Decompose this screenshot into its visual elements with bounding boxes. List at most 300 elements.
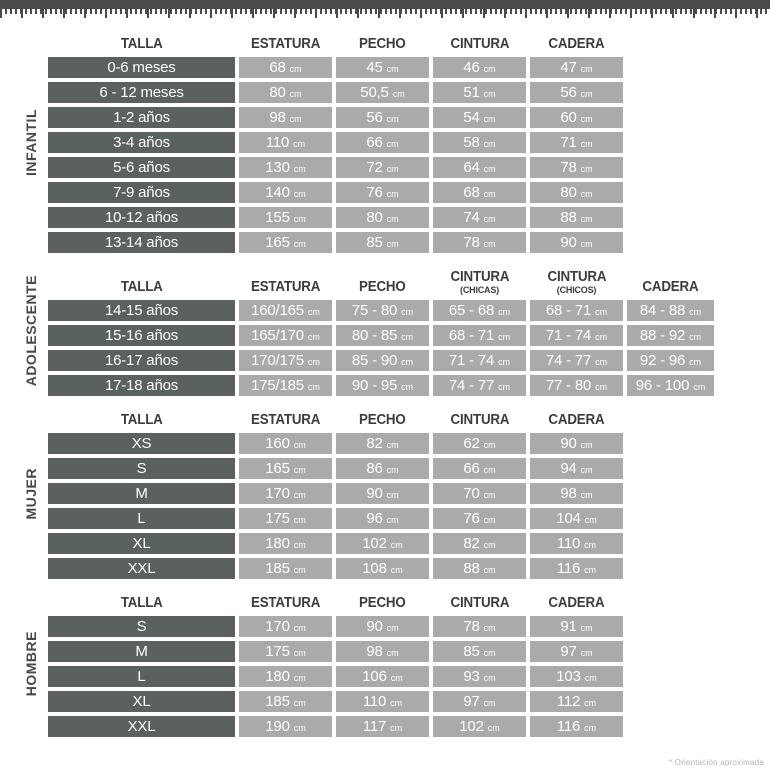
cell-value: 90 — [560, 234, 577, 251]
cell-value: 98 — [366, 643, 383, 660]
value-cell — [336, 508, 429, 529]
column-header — [627, 265, 714, 295]
cell-value: 82 — [366, 435, 383, 452]
unit-label: cm — [580, 490, 593, 500]
cell-value: 90 - 95 — [351, 377, 398, 394]
cell-value: 130 — [265, 159, 290, 176]
unit-label: cm — [293, 698, 306, 708]
unit-label: cm — [390, 698, 403, 708]
size-section-adolescente — [23, 265, 760, 396]
table-row — [48, 533, 760, 554]
column-header — [433, 265, 526, 295]
section-label-wrap — [21, 32, 41, 253]
cell-value: 90 — [560, 435, 577, 452]
value-cell — [627, 300, 714, 321]
unit-label: cm — [580, 440, 593, 450]
value-cell — [336, 375, 429, 396]
cell-value: 155 — [265, 209, 290, 226]
cell-value: 110 — [556, 535, 581, 552]
value-cell — [239, 107, 332, 128]
value-cell — [336, 300, 429, 321]
unit-label: cm — [293, 465, 306, 475]
cell-value: 3-4 años — [113, 134, 170, 151]
unit-label: cm — [580, 623, 593, 633]
value-cell — [239, 57, 332, 78]
value-cell — [336, 82, 429, 103]
cell-value: 76 — [366, 184, 383, 201]
cell-value: 14-15 años — [104, 302, 179, 319]
value-cell — [336, 716, 429, 737]
unit-label: cm — [483, 648, 496, 658]
unit-label: cm — [386, 515, 399, 525]
value-cell — [239, 691, 332, 712]
table-row — [48, 641, 760, 662]
cell-value: 88 — [560, 209, 577, 226]
talla-cell — [48, 207, 235, 228]
column-header — [48, 591, 235, 611]
cell-value: S — [136, 618, 147, 635]
talla-cell — [48, 641, 235, 662]
cell-value: 160 — [265, 435, 290, 452]
cell-value: 71 - 74 — [545, 327, 592, 344]
cell-value: 170 — [265, 485, 290, 502]
value-cell — [336, 182, 429, 203]
value-cell — [239, 300, 332, 321]
value-cell — [530, 57, 623, 78]
cell-value: M — [135, 643, 148, 660]
unit-label: cm — [386, 164, 399, 174]
unit-label: cm — [483, 465, 496, 475]
unit-label: cm — [580, 239, 593, 249]
cell-value: 85 — [463, 643, 480, 660]
unit-label: cm — [386, 239, 399, 249]
cell-value: 90 — [366, 485, 383, 502]
cell-value: 110 — [265, 134, 290, 151]
cell-value: 102 — [362, 535, 387, 552]
column-header-label: TALLA — [120, 595, 163, 611]
cell-value: 54 — [463, 109, 480, 126]
section-label-wrap — [21, 408, 41, 579]
table-row — [48, 691, 760, 712]
value-cell — [530, 558, 623, 579]
value-cell — [336, 666, 429, 687]
unit-label: cm — [595, 332, 608, 342]
cell-value: 77 - 80 — [545, 377, 592, 394]
cell-value: 56 — [366, 109, 383, 126]
unit-label: cm — [401, 357, 414, 367]
talla-cell — [48, 458, 235, 479]
size-section-mujer — [23, 408, 760, 579]
unit-label: cm — [580, 189, 593, 199]
value-cell — [433, 666, 526, 687]
talla-cell — [48, 666, 235, 687]
cell-value: 190 — [265, 718, 290, 735]
cell-value: 15-16 años — [104, 327, 179, 344]
value-cell — [530, 232, 623, 253]
cell-value: 68 - 71 — [448, 327, 495, 344]
header-row — [48, 591, 760, 611]
unit-label: cm — [693, 382, 706, 392]
value-cell — [627, 375, 714, 396]
cell-value: 70 — [463, 485, 480, 502]
cell-value: 68 — [269, 59, 286, 76]
value-cell — [433, 508, 526, 529]
unit-label: cm — [390, 723, 403, 733]
value-cell — [336, 483, 429, 504]
value-cell — [433, 433, 526, 454]
cell-value: 117 — [362, 718, 387, 735]
unit-label: cm — [580, 89, 593, 99]
cell-value: 78 — [463, 234, 480, 251]
unit-label: cm — [689, 307, 702, 317]
cell-value: L — [137, 668, 146, 685]
value-cell — [530, 325, 623, 346]
section-label-wrap — [21, 265, 41, 396]
cell-value: 78 — [463, 618, 480, 635]
cell-value: 45 — [366, 59, 383, 76]
column-header-label: PECHO — [359, 279, 406, 295]
unit-label: cm — [293, 189, 306, 199]
column-header — [239, 265, 332, 295]
cell-value: 74 - 77 — [448, 377, 495, 394]
value-cell — [530, 433, 623, 454]
value-cell — [627, 325, 714, 346]
unit-label: cm — [386, 214, 399, 224]
value-cell — [336, 350, 429, 371]
cell-value: 5-6 años — [113, 159, 170, 176]
cell-value: 180 — [265, 668, 290, 685]
cell-value: S — [136, 460, 147, 477]
talla-cell — [48, 433, 235, 454]
unit-label: cm — [293, 214, 306, 224]
unit-label: cm — [483, 139, 496, 149]
value-cell — [530, 300, 623, 321]
value-cell — [336, 533, 429, 554]
value-cell — [336, 325, 429, 346]
unit-label: cm — [584, 723, 597, 733]
unit-label: cm — [401, 382, 414, 392]
unit-label: cm — [401, 332, 414, 342]
cell-value: 103 — [556, 668, 581, 685]
talla-cell — [48, 300, 235, 321]
value-cell — [239, 207, 332, 228]
value-cell — [433, 232, 526, 253]
cell-value: 64 — [463, 159, 480, 176]
column-header-label: TALLA — [120, 279, 163, 295]
column-header-label: ESTATURA — [250, 595, 321, 611]
cell-value: 88 — [463, 560, 480, 577]
column-header — [530, 265, 623, 295]
cell-value: 96 — [366, 510, 383, 527]
cell-value: 82 — [463, 535, 480, 552]
unit-label: cm — [307, 307, 320, 317]
unit-label: cm — [483, 114, 496, 124]
table-row — [48, 508, 760, 529]
unit-label: cm — [584, 515, 597, 525]
value-cell — [336, 57, 429, 78]
table-row — [48, 458, 760, 479]
value-cell — [336, 458, 429, 479]
cell-value: 160/165 — [251, 302, 304, 319]
cell-value: 97 — [463, 693, 480, 710]
unit-label: cm — [689, 332, 702, 342]
unit-label: cm — [307, 357, 320, 367]
unit-label: cm — [390, 540, 403, 550]
talla-cell — [48, 57, 235, 78]
value-cell — [433, 375, 526, 396]
cell-value: 175 — [265, 510, 290, 527]
value-cell — [336, 433, 429, 454]
header-row — [48, 265, 760, 295]
cell-value: 165 — [265, 460, 290, 477]
talla-cell — [48, 716, 235, 737]
table-row — [48, 616, 760, 637]
value-cell — [530, 641, 623, 662]
column-header — [48, 32, 235, 52]
unit-label: cm — [293, 239, 306, 249]
talla-cell — [48, 157, 235, 178]
unit-label: cm — [386, 64, 399, 74]
column-header-label: CINTURA — [547, 269, 606, 285]
unit-label: cm — [386, 648, 399, 658]
unit-label: cm — [386, 465, 399, 475]
unit-label: cm — [386, 139, 399, 149]
value-cell — [433, 641, 526, 662]
unit-label: cm — [483, 64, 496, 74]
value-cell — [433, 300, 526, 321]
cell-value: 91 — [560, 618, 577, 635]
section-label: HOMBRE — [23, 631, 39, 697]
unit-label: cm — [386, 623, 399, 633]
value-cell — [336, 207, 429, 228]
cell-value: 116 — [556, 560, 581, 577]
unit-label: cm — [293, 673, 306, 683]
unit-label: cm — [483, 189, 496, 199]
unit-label: cm — [307, 332, 320, 342]
value-cell — [433, 182, 526, 203]
cell-value: 165/170 — [251, 327, 304, 344]
cell-value: 65 - 68 — [448, 302, 495, 319]
cell-value: 80 — [269, 84, 286, 101]
section-label-wrap — [21, 591, 41, 737]
talla-cell — [48, 375, 235, 396]
cell-value: 170/175 — [251, 352, 304, 369]
unit-label: cm — [483, 565, 496, 575]
value-cell — [239, 132, 332, 153]
unit-label: cm — [289, 64, 302, 74]
cell-value: 10-12 años — [104, 209, 179, 226]
value-cell — [433, 616, 526, 637]
column-header-label: TALLA — [120, 412, 163, 428]
table-row — [48, 716, 760, 737]
section-label: MUJER — [23, 467, 39, 520]
unit-label: cm — [584, 540, 597, 550]
cell-value: 102 — [459, 718, 484, 735]
value-cell — [336, 157, 429, 178]
value-cell — [433, 207, 526, 228]
cell-value: 98 — [269, 109, 286, 126]
column-header — [433, 408, 526, 428]
cell-value: 98 — [560, 485, 577, 502]
cell-value: M — [135, 485, 148, 502]
column-header — [239, 591, 332, 611]
table-row — [48, 350, 760, 371]
unit-label: cm — [289, 114, 302, 124]
measuring-tape-ruler — [0, 0, 770, 20]
cell-value: 80 — [560, 184, 577, 201]
unit-label: cm — [498, 382, 511, 392]
cell-value: 86 — [366, 460, 383, 477]
value-cell — [239, 616, 332, 637]
cell-value: 0-6 meses — [107, 59, 176, 76]
unit-label: cm — [580, 64, 593, 74]
unit-label: cm — [580, 214, 593, 224]
column-header — [336, 32, 429, 52]
value-cell — [433, 458, 526, 479]
talla-cell — [48, 232, 235, 253]
header-row — [48, 408, 760, 428]
column-header — [433, 32, 526, 52]
value-cell — [239, 157, 332, 178]
value-cell — [433, 350, 526, 371]
value-cell — [239, 716, 332, 737]
talla-cell — [48, 350, 235, 371]
column-header — [239, 32, 332, 52]
unit-label: cm — [483, 540, 496, 550]
value-cell — [336, 616, 429, 637]
column-header-label: TALLA — [120, 36, 163, 52]
column-header-label: CINTURA — [450, 269, 509, 285]
table-row — [48, 132, 760, 153]
unit-label: cm — [293, 565, 306, 575]
value-cell — [239, 350, 332, 371]
cell-value: 116 — [556, 718, 581, 735]
table-rows — [48, 57, 760, 253]
column-header — [239, 408, 332, 428]
cell-value: 112 — [556, 693, 581, 710]
value-cell — [239, 508, 332, 529]
cell-value: 88 - 92 — [639, 327, 686, 344]
size-section-infantil — [23, 32, 760, 253]
cell-value: 6 - 12 meses — [99, 84, 184, 101]
cell-value: XXL — [127, 718, 156, 735]
unit-label: cm — [386, 490, 399, 500]
table-rows — [48, 616, 760, 737]
column-header — [48, 408, 235, 428]
unit-label: cm — [390, 565, 403, 575]
unit-label: cm — [580, 648, 593, 658]
table-row — [48, 157, 760, 178]
value-cell — [239, 458, 332, 479]
cell-value: 92 - 96 — [639, 352, 686, 369]
value-cell — [336, 132, 429, 153]
value-cell — [433, 107, 526, 128]
unit-label: cm — [483, 239, 496, 249]
cell-value: 72 — [366, 159, 383, 176]
unit-label: cm — [293, 540, 306, 550]
header-row — [48, 32, 760, 52]
column-header-label: CADERA — [548, 36, 605, 52]
column-header — [530, 408, 623, 428]
talla-cell — [48, 558, 235, 579]
unit-label: cm — [584, 673, 597, 683]
column-header — [433, 591, 526, 611]
unit-label: cm — [293, 440, 306, 450]
value-cell — [530, 533, 623, 554]
unit-label: cm — [595, 382, 608, 392]
value-cell — [433, 691, 526, 712]
unit-label: cm — [307, 382, 320, 392]
cell-value: 76 — [463, 510, 480, 527]
cell-value: 1-2 años — [113, 109, 170, 126]
value-cell — [239, 483, 332, 504]
cell-value: 93 — [463, 668, 480, 685]
cell-value: 94 — [560, 460, 577, 477]
value-cell — [530, 350, 623, 371]
talla-cell — [48, 533, 235, 554]
unit-label: cm — [584, 565, 597, 575]
value-cell — [239, 666, 332, 687]
cell-value: 80 - 85 — [351, 327, 398, 344]
talla-cell — [48, 325, 235, 346]
cell-value: 106 — [362, 668, 387, 685]
unit-label: cm — [483, 164, 496, 174]
cell-value: XS — [131, 435, 152, 452]
table-row — [48, 483, 760, 504]
cell-value: 68 - 71 — [545, 302, 592, 319]
unit-label: cm — [386, 114, 399, 124]
unit-label: cm — [580, 164, 593, 174]
unit-label: cm — [392, 89, 405, 99]
talla-cell — [48, 107, 235, 128]
table-row — [48, 207, 760, 228]
cell-value: 108 — [362, 560, 387, 577]
cell-value: 85 — [366, 234, 383, 251]
cell-value: XL — [132, 535, 151, 552]
value-cell — [433, 157, 526, 178]
cell-value: XL — [132, 693, 151, 710]
value-cell — [239, 232, 332, 253]
cell-value: 180 — [265, 535, 290, 552]
value-cell — [433, 716, 526, 737]
column-header — [336, 591, 429, 611]
unit-label: cm — [483, 214, 496, 224]
value-cell — [336, 232, 429, 253]
talla-cell — [48, 508, 235, 529]
value-cell — [530, 132, 623, 153]
unit-label: cm — [483, 515, 496, 525]
value-cell — [433, 558, 526, 579]
cell-value: 84 - 88 — [639, 302, 686, 319]
cell-value: 47 — [560, 59, 577, 76]
cell-value: 96 - 100 — [635, 377, 690, 394]
table-row — [48, 107, 760, 128]
talla-cell — [48, 82, 235, 103]
table-row — [48, 558, 760, 579]
unit-label: cm — [483, 89, 496, 99]
unit-label: cm — [580, 114, 593, 124]
unit-label: cm — [293, 164, 306, 174]
value-cell — [433, 57, 526, 78]
value-cell — [433, 82, 526, 103]
column-header — [336, 265, 429, 295]
value-cell — [239, 325, 332, 346]
cell-value: 78 — [560, 159, 577, 176]
cell-value: 80 — [366, 209, 383, 226]
cell-value: 50,5 — [360, 84, 389, 101]
column-header — [530, 32, 623, 52]
unit-label: cm — [390, 673, 403, 683]
